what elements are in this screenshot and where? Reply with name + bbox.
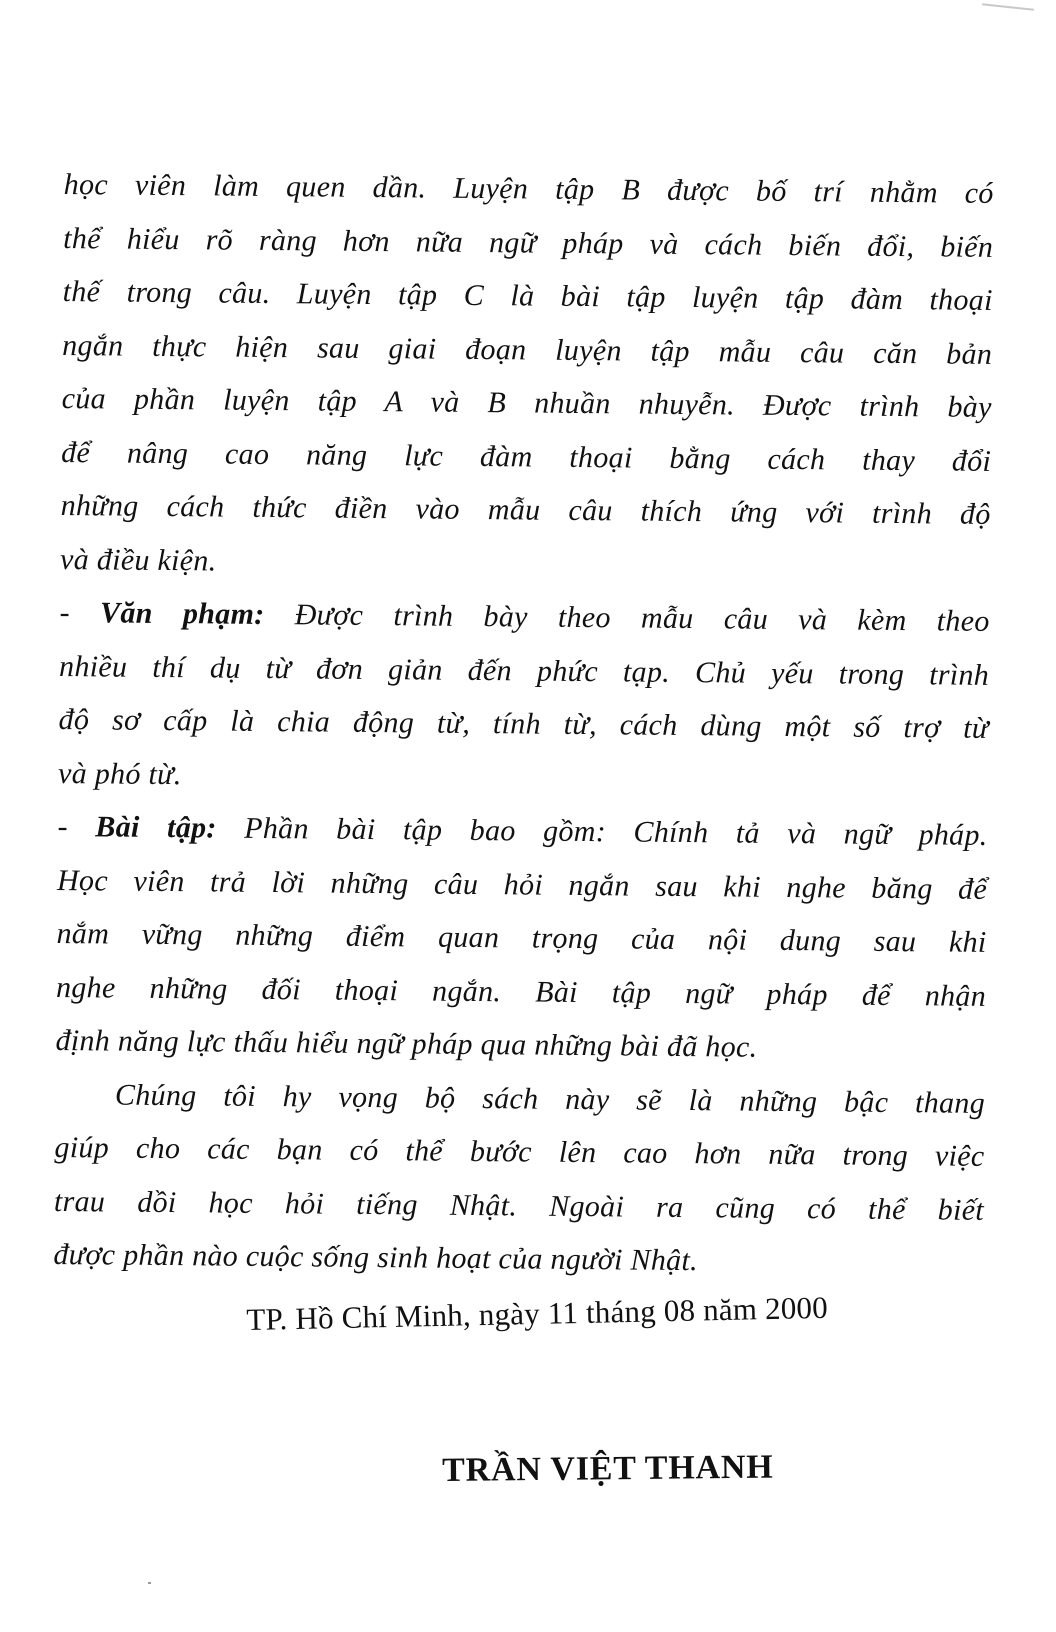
grammar-line: và phó từ. [57, 756, 182, 791]
body-line: để nâng cao năng lực đàm thoại bằng cách thay đổi [61, 435, 992, 478]
exercise-line: nắm vững những điểm quan trọng của nội dung sau khi [56, 916, 987, 959]
closing-line: trau dồi học hỏi tiếng Nhật. Ngoài ra cũng có thể biết [53, 1184, 985, 1227]
body-line: và điều kiện. [59, 542, 217, 577]
grammar-line: độ sơ cấp là chia động từ, tính từ, cách dùng một số trợ từ [58, 702, 989, 745]
exercise-dash: - [57, 809, 96, 844]
grammar-line: nhiều thí dụ từ đơn giản đến phức tạp. Chủ yếu trong trình [58, 649, 990, 692]
grammar-section-first-line [59, 586, 989, 648]
closing-first-line: Chúng tôi hy vọng bộ sách này sẽ là những bậc thang [114, 1078, 986, 1120]
exercise-section-first-line [57, 800, 987, 862]
scan-edge-mark [982, 3, 1034, 10]
exercise-line: Học viên trả lời những câu hỏi ngắn sau khi nghe băng để [56, 863, 988, 906]
author-signature: TRẦN VIỆT THANH [442, 1448, 774, 1489]
exercise-line: nghe những đối thoại ngắn. Bài tập ngữ pháp để nhận [55, 970, 987, 1013]
exercise-heading: Bài tập: [95, 810, 217, 845]
scan-speck [148, 1582, 151, 1584]
body-line: những cách thức điền vào mẫu câu thích ứng với trình độ [60, 488, 991, 531]
grammar-first-line-text: Được trình bày theo mẫu câu và kèm theo [264, 597, 990, 638]
preface-body [53, 158, 994, 1290]
closing-line: được phần nào cuộc sống sinh hoạt của người Nhật. [53, 1237, 699, 1278]
body-line: thể hiểu rõ ràng hơn nữa ngữ pháp và cách biến đổi, biến [63, 221, 994, 264]
body-line: của phần luyện tập A và B nhuần nhuyễn. Được trình bày [61, 381, 992, 424]
body-line: thế trong câu. Luyện tập C là bài tập luyện tập đàm thoại [62, 274, 993, 317]
place-and-date: TP. Hồ Chí Minh, ngày 11 tháng 08 năm 2000 [246, 1289, 829, 1337]
exercise-first-line-text: Phần bài tập bao gồm: Chính tả và ngữ pháp. [216, 811, 988, 852]
body-line: ngắn thực hiện sau giai đoạn luyện tập mẫu câu căn bản [62, 328, 993, 371]
closing-line: giúp cho các bạn có thể bước lên cao hơn nữa trong việc [54, 1130, 985, 1173]
exercise-line: định năng lực thấu hiểu ngữ pháp qua những bài đã học. [55, 1023, 758, 1064]
grammar-dash: - [59, 595, 101, 630]
body-line: học viên làm quen dần. Luyện tập B được bố trí nhằm có [63, 167, 994, 210]
grammar-heading: Văn phạm: [99, 596, 265, 631]
